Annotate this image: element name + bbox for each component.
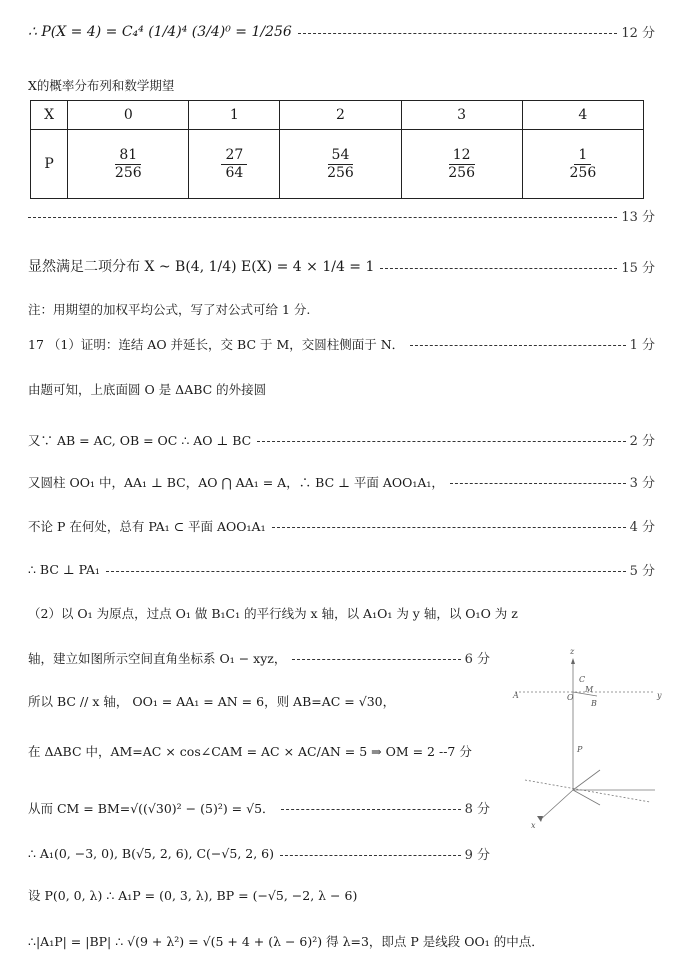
score-label: 12 分 xyxy=(621,26,655,41)
dash-leader xyxy=(410,345,625,346)
probability-line xyxy=(28,22,655,41)
q17-part2-line1 xyxy=(28,604,655,622)
label-c: C xyxy=(579,675,586,684)
table-row xyxy=(31,130,644,199)
expectation-text: 显然满足二项分布 X ~ B(4, 1/4) E(X) = 4 × 1/4 = 1 xyxy=(28,259,375,275)
q17-part2-line3-text: 所以 BC // x 轴， OO₁ = AA₁ = AN = 6，则 AB=AC = √30， xyxy=(28,694,396,709)
q17-part2-line5 xyxy=(28,798,490,817)
score-label: 1 分 xyxy=(629,338,655,353)
q17-line6-text: ∴ BC ⊥ PA₁ xyxy=(28,562,100,577)
score-label: 2 分 xyxy=(629,434,655,449)
q17-line5 xyxy=(28,516,655,535)
score-label: 15 分 xyxy=(621,260,655,276)
probability-cell: $\frac{27}{64}$ xyxy=(189,130,280,199)
q17-part2-line5-text: 从而 CM = BM=√((√30)² − (5)²) = √5． xyxy=(28,800,275,816)
x-axis-line xyxy=(540,790,573,820)
header-cell: 0 xyxy=(68,101,189,130)
caption-text: X的概率分布列和数学期望 xyxy=(28,78,175,93)
score-label: 4 分 xyxy=(629,520,655,535)
q17-intro-text: 17 （1）证明：连结 AO 并延长，交 BC 于 M，交圆柱侧面于 N． xyxy=(28,336,405,352)
dash-leader xyxy=(380,268,617,269)
segment-pc xyxy=(573,770,600,790)
q17-line6 xyxy=(28,560,655,579)
after-table-line xyxy=(28,206,655,225)
coordinate-diagram xyxy=(505,640,665,840)
header-cell: 3 xyxy=(401,101,522,130)
q17-part2-line8-text: ∴|A₁P| = |BP| ∴ √(9 + λ²) = √(5 + 4 + (λ − 6)²) 得 λ=3，即点 P 是线段 OO₁ 的中点． xyxy=(28,934,544,949)
probability-cell: $\frac{12}{256}$ xyxy=(401,130,522,199)
dash-leader xyxy=(28,217,617,218)
dash-leader xyxy=(281,809,461,810)
label-o: O xyxy=(567,693,574,702)
dash-leader xyxy=(106,571,626,572)
label-m: M xyxy=(585,685,594,694)
probability-formula: ∴ P(X = 4) = C₄⁴ (1/4)⁴ (3/4)⁰ = 1/256 xyxy=(28,23,292,40)
label-a: A xyxy=(513,691,519,700)
score-label: 8 分 xyxy=(464,802,490,817)
q17-part2-line3 xyxy=(28,692,490,710)
note-line xyxy=(28,300,655,318)
dash-leader xyxy=(280,855,461,856)
label-p: P xyxy=(577,745,583,754)
table-header-row xyxy=(31,101,644,130)
q17-part2-line1-text: （2）以 O₁ 为原点，过点 O₁ 做 B₁C₁ 的平行线为 x 轴，以 A₁O₁ 为 y 轴，以 O₁O 为 z xyxy=(28,606,518,621)
dash-leader xyxy=(298,33,618,34)
label-y: y xyxy=(657,691,662,700)
probability-cell: $\frac{54}{256}$ xyxy=(280,130,401,199)
label-b: B xyxy=(591,699,597,708)
score-label: 9 分 xyxy=(464,848,490,863)
header-cell: 1 xyxy=(189,101,280,130)
q17-line3 xyxy=(28,430,655,449)
table-caption xyxy=(28,76,655,94)
q17-part2-line4-text: 在 ΔABC 中，AM=AC × cos∠CAM = AC × AC/AN = 5 ⇒ OM = 2 --7 分 xyxy=(28,744,472,759)
expectation-line xyxy=(28,256,655,276)
distribution-table xyxy=(30,100,644,199)
row-label: P xyxy=(31,130,68,199)
score-label: 3 分 xyxy=(629,476,655,491)
q17-part2-line2 xyxy=(28,648,490,667)
probability-cell: $\frac{81}{256}$ xyxy=(68,130,189,199)
q17-part2-line8 xyxy=(28,932,655,950)
header-cell: 4 xyxy=(522,101,643,130)
q17-line4-text: 又圆柱 OO₁ 中，AA₁ ⊥ BC，AO ⋂ AA₁ = A，∴ BC ⊥ 平面 AOO₁A₁， xyxy=(28,474,444,490)
q17-line4 xyxy=(28,472,655,491)
q17-part2-line6 xyxy=(28,844,490,863)
q17-part2-line4 xyxy=(28,742,490,760)
header-cell: 2 xyxy=(280,101,401,130)
score-label: 5 分 xyxy=(629,564,655,579)
dash-leader xyxy=(292,659,460,660)
z-arrow-icon xyxy=(571,658,575,664)
probability-cell: $\frac{1}{256}$ xyxy=(522,130,643,199)
q17-part2-line6-text: ∴ A₁(0, −3, 0), B(√5, 2, 6), C(−√5, 2, 6) xyxy=(28,846,275,861)
segment-pb xyxy=(573,790,600,805)
score-label: 13 分 xyxy=(621,210,655,225)
q17-line2-text: 由题可知，上底面圆 O 是 ΔABC 的外接圆 xyxy=(28,382,267,397)
q17-part2-line2-text: 轴，建立如图所示空间直角坐标系 O₁ − xyz， xyxy=(28,650,287,666)
label-z: z xyxy=(570,647,575,656)
x-arrow-icon xyxy=(537,816,543,822)
label-x: x xyxy=(531,821,536,830)
q17-line2 xyxy=(28,380,655,398)
q17-part2-line7-text: 设 P(0, 0, λ) ∴ A₁P = (0, 3, λ), BP = (−√5, −2, λ − 6) xyxy=(28,888,358,903)
note-text: 注：用期望的加权平均公式，写了对公式可给 1 分. xyxy=(28,302,311,317)
header-cell: X xyxy=(31,101,68,130)
score-label: 6 分 xyxy=(464,652,490,667)
dash-leader xyxy=(450,483,626,484)
dash-leader xyxy=(272,527,626,528)
q17-line5-text: 不论 P 在何处，总有 PA₁ ⊂ 平面 AOO₁A₁ xyxy=(28,518,266,534)
dash-leader xyxy=(257,441,625,442)
q17-intro-line xyxy=(28,334,655,353)
q17-part2-line7 xyxy=(28,886,655,904)
q17-line3-text: 又∵ AB = AC, OB = OC ∴ AO ⊥ BC xyxy=(28,432,252,448)
bottom-circle-line xyxy=(525,780,650,802)
